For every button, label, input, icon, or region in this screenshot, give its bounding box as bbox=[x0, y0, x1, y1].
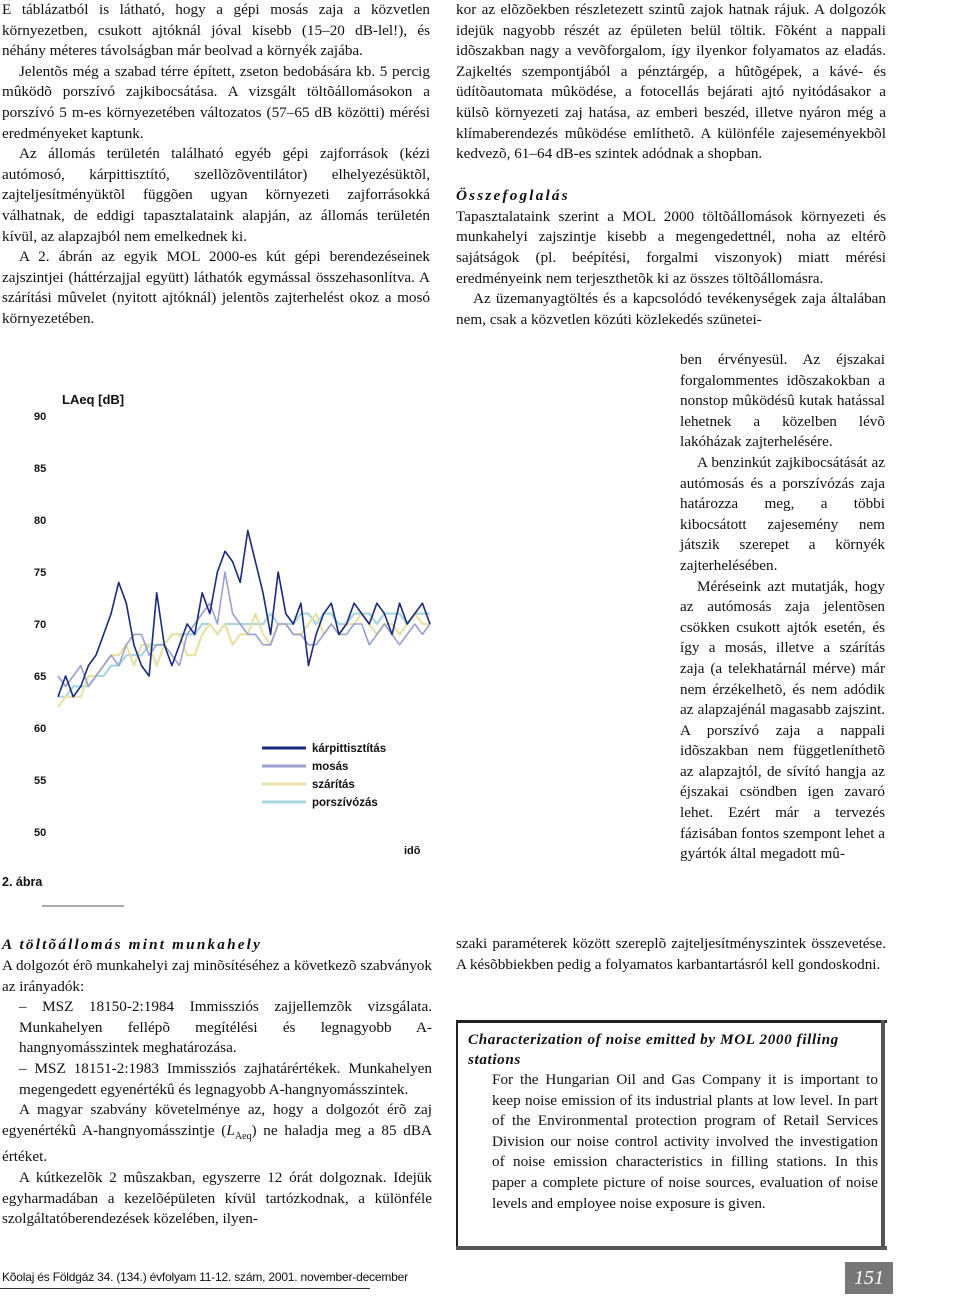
legend-label: porszívózás bbox=[312, 797, 378, 809]
abstract-body: For the Hungarian Oil and Gas Company it is important to keep noise emission of its industrial plants at low level. In part of the Environmental protection program of Retail Services Division our noise control activity involved the investigation of noise emission characteristics in filling stations. In this paper a complete picture of noise sources, evaluation of noise levels and employee noise exposure is given. bbox=[492, 1071, 878, 1212]
summary-heading: Összefoglalás bbox=[456, 186, 570, 204]
standard-item: – MSZ 18150-2:1984 Immissziós zajjellemzõk vizsgálata. Munkahelyen fellépõ megítélési és legnagyobb A-hangnyomásszintek meghatározása. bbox=[19, 998, 432, 1057]
paragraph: A kútkezelõk 2 mûszakban, egyszerre 12 órát dolgoznak. Idejük egyharmadában a kezelõépületen kívül tartózkodnak, a különféle szolgáltatóberendezések közelében, ilyen- bbox=[2, 1168, 432, 1228]
right-column-wrap bbox=[680, 350, 885, 865]
paragraph: Méréseink azt mutatják, hogy az autómosás zaja jelentõsen csökken csukott ajtók esetén, és így a mosás, illetve a szárítás zaja (a telekhatárnál mérve) már nem érzékelhetõ, és nem adódik az alapzajénál magasabb zajszint. A porszívó zaja a nappali idõszakban nem függetleníthetõ az alapzajtól, de sívító hangja az éjszakai csöndben igen zavaró lehet. Ezért már a tervezés fázisában fontos szempont lehet a gyártók által megadott mû- bbox=[680, 577, 885, 863]
y-tick-label: 80 bbox=[34, 515, 47, 527]
right-column-top bbox=[456, 0, 886, 330]
figure-2-chart bbox=[0, 378, 440, 898]
right-column-tail bbox=[456, 934, 886, 975]
paragraph: A dolgozót érõ munkahelyi zaj minõsítéséhez a következõ szabványok az irányadók: bbox=[2, 957, 432, 995]
left-column-top bbox=[2, 0, 430, 330]
paragraph: E táblázatból is látható, hogy a gépi mosás zaja a közvetlen környezetben, csukott ajtóknál jóval kisebb (15–20 dB-lel!), és néhány méteres távolságban már beolvad a környék zajába. bbox=[2, 1, 430, 60]
page-number: 151 bbox=[845, 1262, 893, 1294]
figure-caption: 2. ábra bbox=[2, 875, 43, 889]
left-column-bottom bbox=[2, 934, 432, 1230]
y-tick-label: 50 bbox=[34, 827, 47, 839]
english-abstract-box bbox=[456, 1020, 885, 1250]
line-chart bbox=[0, 378, 440, 878]
abstract-title: Characterization of noise emitted by MOL 2000 filling stations bbox=[468, 1031, 839, 1068]
standard-item: – MSZ 18151-2:1983 Immissziós zajhatárértékek. Munkahelyen megengedett egyenértékû és legnagyobb A-hangnyomásszintek. bbox=[19, 1059, 432, 1098]
paragraph: A benzinkút zajkibocsátását az autómosás és a porszívózás zaja határozza meg, a többi kibocsátott zajesemény nem játszik szerepet a környék zajterhelésében. bbox=[680, 453, 885, 574]
paragraph: Jelentõs még a szabad térre épített, zseton bedobására kb. 5 percig mûködõ porszívó zajkibocsátása. A vizsgált töltõállomásokon a porszívó 5 m-es környezetében változatos (57–65 dB közötti) mérési eredményeket kaptunk. bbox=[2, 62, 430, 142]
paragraph: Az üzemanyagtöltés és a kapcsolódó tevékenységek zaja általában nem, csak a közvetlen közúti közlekedés szünetei- bbox=[456, 290, 886, 328]
y-tick-label: 60 bbox=[34, 723, 47, 735]
box-border bbox=[456, 1020, 887, 1023]
y-tick-label: 90 bbox=[34, 411, 47, 423]
section-heading: A töltõállomás mint munkahely bbox=[2, 936, 263, 953]
y-tick-label: 70 bbox=[34, 619, 47, 631]
y-tick-label: 85 bbox=[34, 463, 47, 475]
paragraph: Tapasztalataink szerint a MOL 2000 töltõállomások környezeti és munkahelyi zajszintje kisebb a megengedettnél, noha az eltérõ sajátságok (pl. beépítési, forgalmi viszonyok) miatt mérési eredményeink nem terjeszthetõk ki az összes töltõállomásra. bbox=[456, 207, 886, 287]
paragraph: kor az elõzõekben részletezett szintû zajok hatnak rájuk. A dolgozók idejük nagyobb részét az épületen belül töltik. Fõként a nappali idõszakban nagy a vevõforgalom, így ilyenkor folyamatos az eladás. Zajkeltés szempontjából a pénztárgép, a hûtõgépek, a kávé- és üdítõautomata mûködése, a fotocellás bejárati ajtó nyitódásakor a külsõ környezeti zaj hatása, az emberi beszéd, illetve nyáron még a klímaberendezés mûködése említhetõ. A különféle zajeseményekbõl kedvezõ, 61–64 dB-es szintek adódnak a shopban. bbox=[456, 1, 886, 163]
legend-label: mosás bbox=[312, 761, 349, 773]
footer-rule bbox=[0, 1288, 370, 1289]
caption-rule bbox=[42, 905, 124, 907]
x-axis-label: idõ bbox=[404, 845, 421, 857]
y-tick-label: 55 bbox=[34, 775, 47, 787]
paragraph: szaki paraméterek között szereplõ zajteljesítményszintek összevetése. A késõbbiekben pedig a folyamatos karbantartásról kell gondoskodni. bbox=[456, 935, 886, 973]
legend-label: szárítás bbox=[312, 779, 355, 791]
paragraph: A 2. ábrán az egyik MOL 2000-es kút gépi berendezéseinek zajszintjei (háttérzajjal együtt) láthatók egymással összehasonlítva. A szárítási mûvelet (nyitott ajtóknál) jelentõs zajterhelést okoz a mosó környezetében. bbox=[2, 248, 430, 327]
journal-footer: Kõolaj és Földgáz 34. (134.) évfolyam 11-12. szám, 2001. november-december bbox=[2, 1270, 408, 1284]
box-border bbox=[456, 1246, 887, 1250]
legend-label: kárpittisztítás bbox=[312, 743, 387, 755]
y-tick-label: 65 bbox=[34, 671, 47, 683]
paragraph: ben érvényesül. Az éjszakai forgalommentes idõszakokban a nonstop mûködésû kutak hatással lehetnek a közelben lévõ lakóházak zajterhelésére. bbox=[680, 351, 885, 451]
chart-title: LAeq [dB] bbox=[62, 392, 125, 407]
box-border bbox=[881, 1020, 885, 1250]
y-tick-label: 75 bbox=[34, 567, 47, 579]
paragraph: A magyar szabvány követelménye az, hogy a dolgozót érõ zaj egyenértékû A-hangnyomásszintje $(L_{Aeq})$ ne haladja meg a 85 dBA értéket. bbox=[2, 1101, 432, 1166]
paragraph: Az állomás területén található egyéb gépi zajforrások (kézi autómosó, kárpittisztító, szellõzõventilátor) elhelyezésüktõl, zajteljesítményüktõl függõen ugyan környezeti zajforrásokká válhatnak, de eddigi tapasztalataink alapján, az állomás területén kívül, az alapzajból nem emelkednek ki. bbox=[2, 145, 430, 245]
